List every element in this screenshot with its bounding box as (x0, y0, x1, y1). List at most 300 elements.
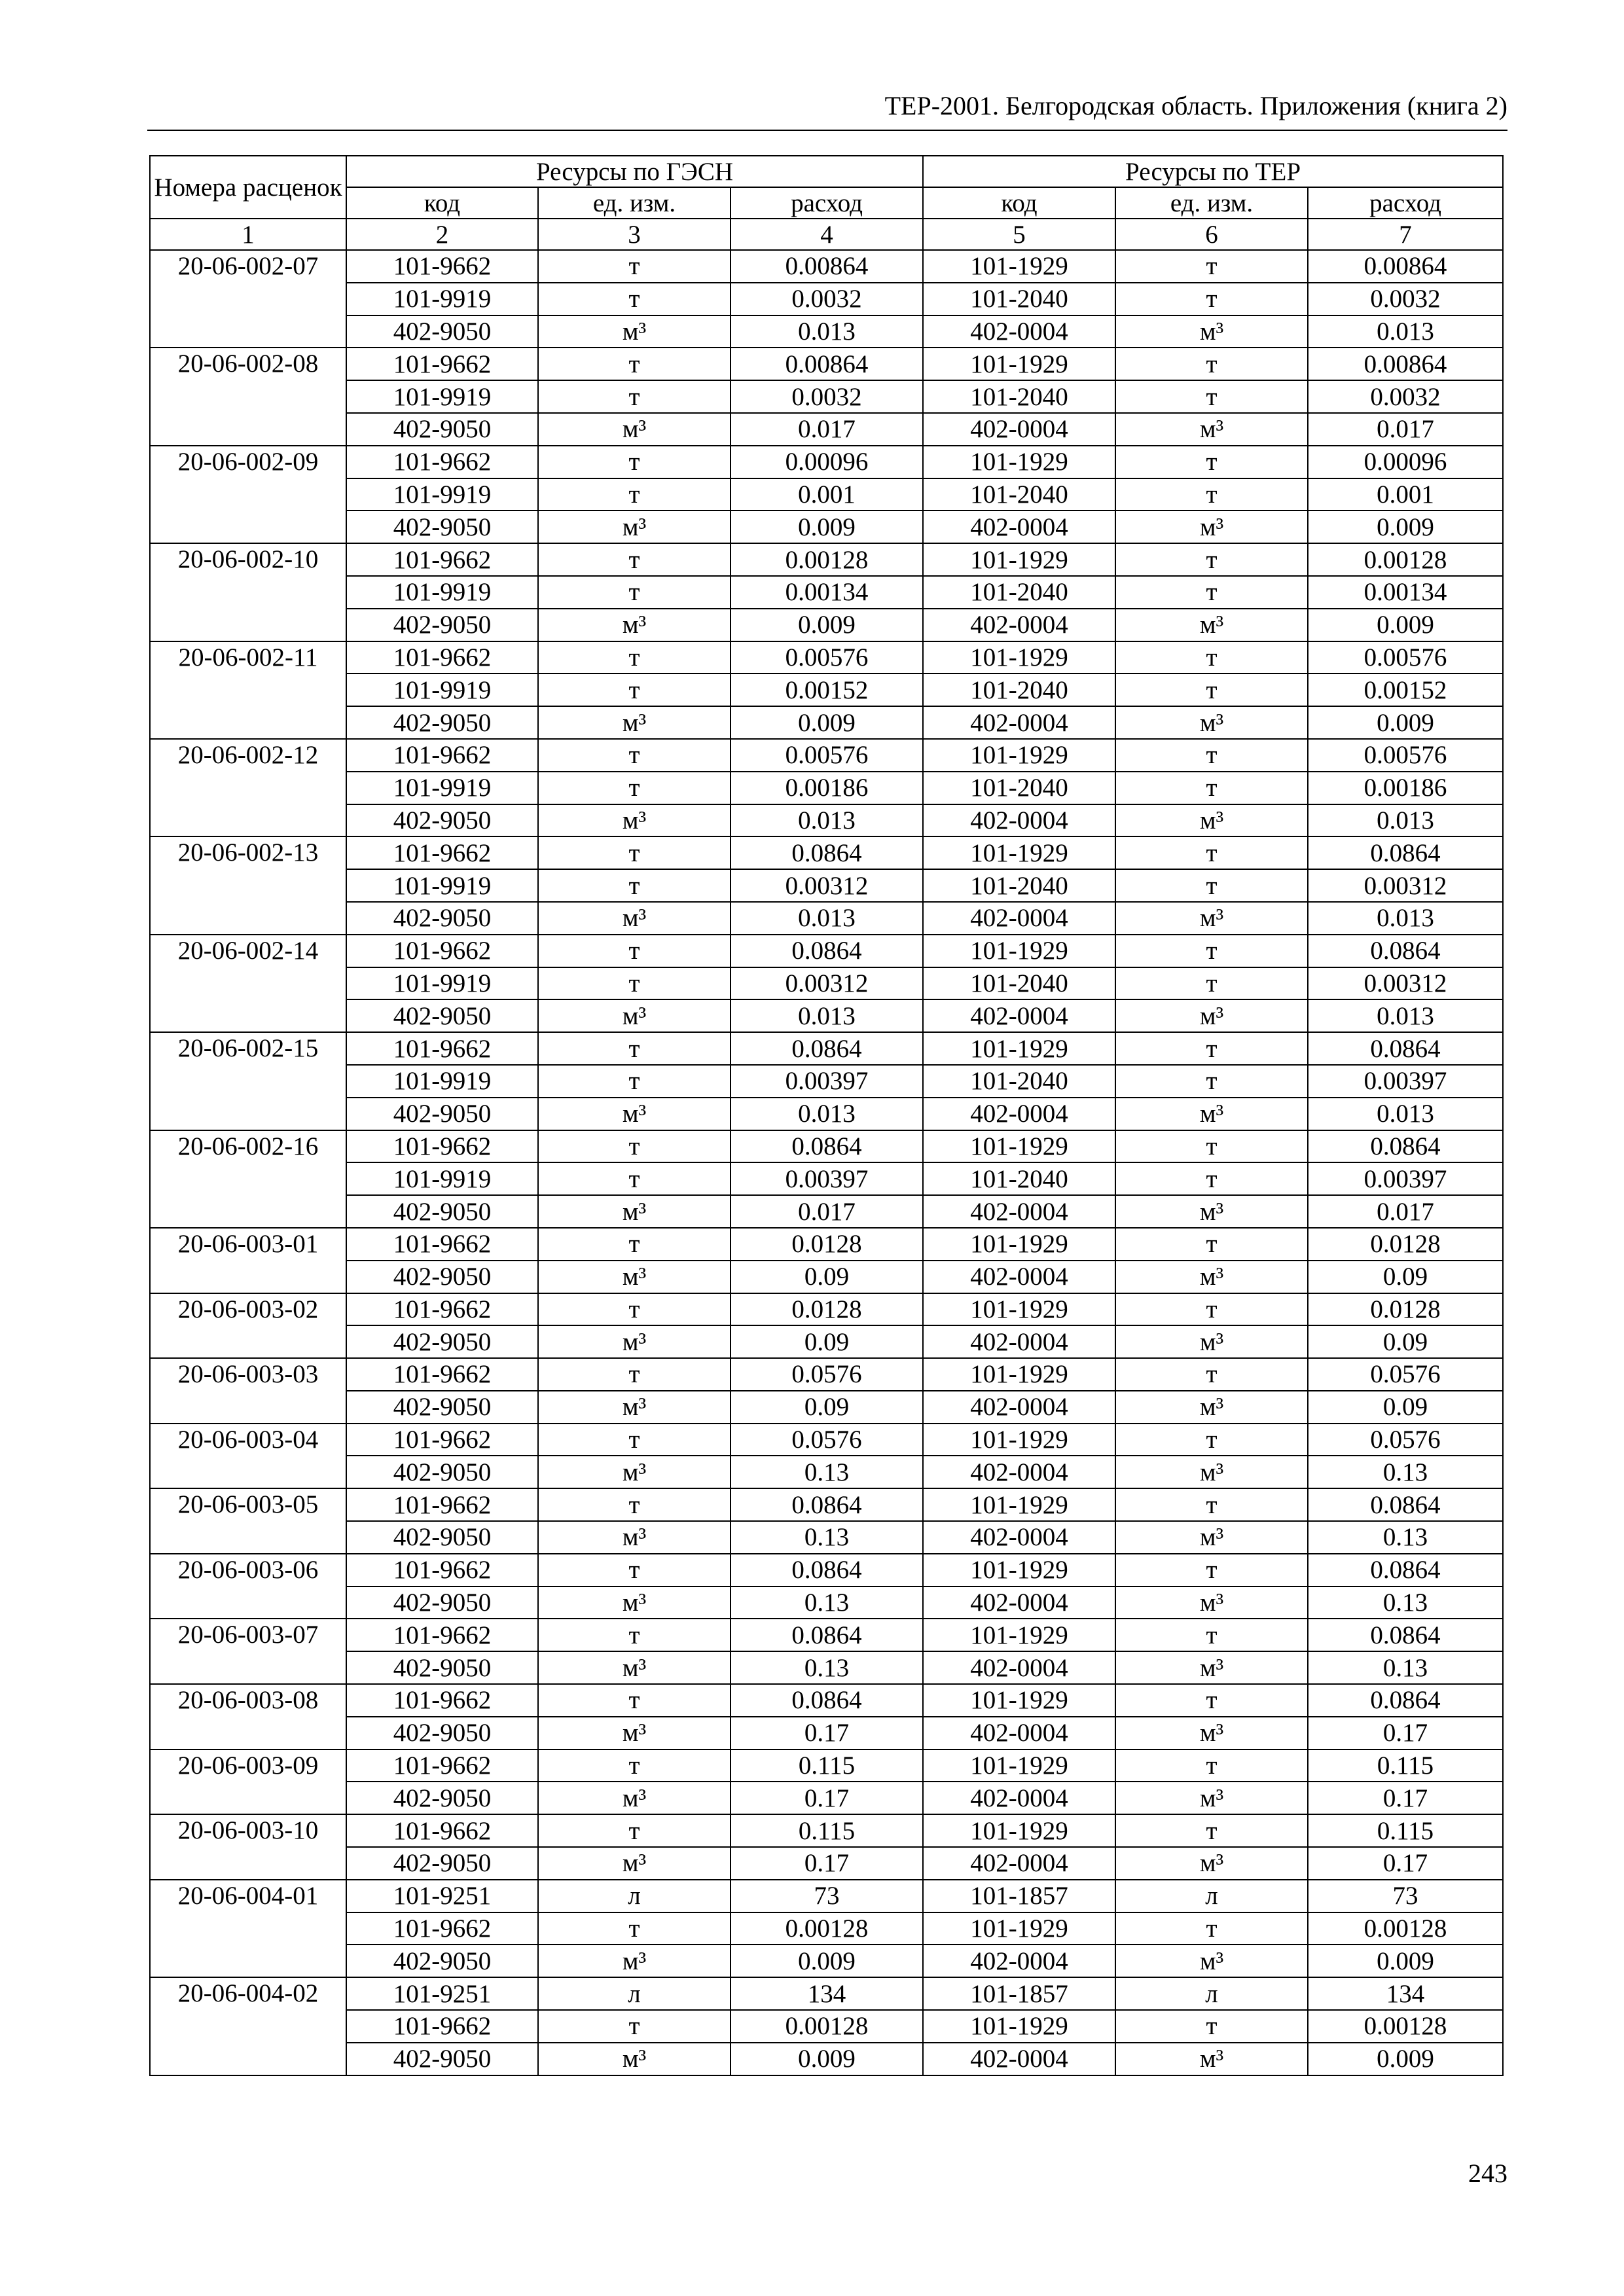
table-row (150, 1195, 1503, 1228)
gesn-code-cell: 402-9050 (346, 2043, 538, 2075)
gesn-consumption-cell: 0.009 (731, 511, 923, 543)
gesn-consumption-cell: 0.0864 (731, 1032, 923, 1065)
ter-consumption-cell: 0.115 (1308, 1814, 1503, 1847)
ter-consumption-cell: 0.009 (1308, 1945, 1503, 1977)
ter-code-cell: 101-1929 (923, 1554, 1115, 1587)
ter-code-cell: 402-0004 (923, 1651, 1115, 1684)
ter-consumption-cell: 0.0864 (1308, 1488, 1503, 1521)
ter-code-cell: 101-1929 (923, 250, 1115, 283)
gesn-consumption-cell: 0.001 (731, 478, 923, 511)
gesn-consumption-cell: 0.17 (731, 1847, 923, 1880)
column-number: 7 (1308, 219, 1503, 250)
gesn-code-cell: 101-9919 (346, 1162, 538, 1195)
ter-consumption-cell: 0.0864 (1308, 1130, 1503, 1163)
gesn-consumption-cell: 0.009 (731, 706, 923, 739)
ter-consumption-cell: 0.013 (1308, 804, 1503, 837)
table-row (150, 804, 1503, 837)
rate-number-cell: 20-06-003-06 (150, 1554, 346, 1619)
table-row (150, 413, 1503, 446)
ter-unit-cell: т (1115, 1912, 1308, 1945)
rate-number-cell: 20-06-002-15 (150, 1032, 346, 1130)
table-row (150, 1945, 1503, 1977)
table-row (150, 1391, 1503, 1424)
ter-code-cell: 101-1929 (923, 1228, 1115, 1261)
ter-consumption-cell: 0.09 (1308, 1325, 1503, 1358)
table-row (150, 478, 1503, 511)
gesn-code-cell: 101-9662 (346, 739, 538, 772)
table-row (150, 836, 1503, 869)
gesn-consumption-cell: 73 (731, 1880, 923, 1912)
table-row (150, 1619, 1503, 1651)
ter-unit-cell: т (1115, 641, 1308, 674)
gesn-code-cell: 101-9919 (346, 283, 538, 315)
gesn-consumption-cell: 0.013 (731, 902, 923, 935)
ter-unit-cell: м³ (1115, 1651, 1308, 1684)
ter-unit-cell: м³ (1115, 1587, 1308, 1619)
ter-consumption-cell: 0.00096 (1308, 446, 1503, 478)
gesn-unit-cell: т (538, 641, 731, 674)
ter-unit-cell: т (1115, 935, 1308, 967)
gesn-code-cell: 101-9919 (346, 772, 538, 804)
gesn-unit-cell: м³ (538, 1521, 731, 1554)
ter-consumption-cell: 0.0864 (1308, 935, 1503, 967)
gesn-unit-cell: т (538, 380, 731, 413)
ter-unit-cell: т (1115, 1749, 1308, 1782)
ter-unit-cell: т (1115, 576, 1308, 609)
ter-code-cell: 101-1929 (923, 2010, 1115, 2043)
gesn-unit-cell: м³ (538, 804, 731, 837)
ter-consumption-cell: 0.00576 (1308, 641, 1503, 674)
rate-number-cell: 20-06-002-16 (150, 1130, 346, 1228)
gesn-consumption-cell: 0.00096 (731, 446, 923, 478)
ter-unit-cell: т (1115, 1162, 1308, 1195)
table-row (150, 999, 1503, 1032)
ter-code-cell: 402-0004 (923, 902, 1115, 935)
col-header-ter: Ресурсы по ТЕР (923, 156, 1503, 187)
gesn-consumption-cell: 0.0576 (731, 1424, 923, 1456)
gesn-consumption-cell: 0.013 (731, 1098, 923, 1130)
gesn-code-cell: 402-9050 (346, 1782, 538, 1814)
ter-code-cell: 402-0004 (923, 1587, 1115, 1619)
ter-code-cell: 101-1929 (923, 1130, 1115, 1163)
ter-unit-cell: т (1115, 739, 1308, 772)
gesn-code-cell: 402-9050 (346, 1521, 538, 1554)
ter-unit-cell: м³ (1115, 1717, 1308, 1749)
gesn-consumption-cell: 0.009 (731, 609, 923, 641)
ter-code-cell: 402-0004 (923, 511, 1115, 543)
ter-code-cell: 402-0004 (923, 609, 1115, 641)
gesn-unit-cell: т (538, 1358, 731, 1391)
gesn-code-cell: 101-9662 (346, 348, 538, 380)
ter-code-cell: 402-0004 (923, 413, 1115, 446)
ter-code-cell: 101-1929 (923, 543, 1115, 576)
gesn-consumption-cell: 0.09 (731, 1391, 923, 1424)
ter-code-cell: 402-0004 (923, 1945, 1115, 1977)
table-row (150, 1325, 1503, 1358)
ter-code-cell: 101-1929 (923, 348, 1115, 380)
gesn-unit-cell: т (538, 478, 731, 511)
gesn-unit-cell: т (538, 1488, 731, 1521)
gesn-unit-cell: м³ (538, 609, 731, 641)
ter-consumption-cell: 0.0576 (1308, 1424, 1503, 1456)
table-row (150, 1456, 1503, 1488)
ter-consumption-cell: 0.13 (1308, 1521, 1503, 1554)
ter-code-cell: 101-1929 (923, 1424, 1115, 1456)
ter-unit-cell: т (1115, 967, 1308, 1000)
col-header-ter-unit: ед. изм. (1115, 187, 1308, 219)
ter-unit-cell: м³ (1115, 1782, 1308, 1814)
ter-code-cell: 101-2040 (923, 478, 1115, 511)
gesn-consumption-cell: 0.09 (731, 1325, 923, 1358)
gesn-unit-cell: т (538, 1130, 731, 1163)
rate-number-cell: 20-06-003-01 (150, 1228, 346, 1293)
rate-number-cell: 20-06-003-10 (150, 1814, 346, 1880)
ter-consumption-cell: 0.0864 (1308, 1554, 1503, 1587)
ter-code-cell: 101-1929 (923, 1032, 1115, 1065)
gesn-consumption-cell: 0.0864 (731, 1554, 923, 1587)
gesn-consumption-cell: 0.17 (731, 1717, 923, 1749)
ter-unit-cell: л (1115, 1977, 1308, 2010)
gesn-code-cell: 402-9050 (346, 1098, 538, 1130)
gesn-unit-cell: т (538, 2010, 731, 2043)
gesn-unit-cell: т (538, 1293, 731, 1326)
gesn-consumption-cell: 0.0576 (731, 1358, 923, 1391)
gesn-unit-cell: т (538, 250, 731, 283)
ter-consumption-cell: 0.0576 (1308, 1358, 1503, 1391)
ter-consumption-cell: 0.17 (1308, 1782, 1503, 1814)
ter-consumption-cell: 0.00312 (1308, 967, 1503, 1000)
gesn-unit-cell: м³ (538, 1391, 731, 1424)
ter-code-cell: 101-2040 (923, 283, 1115, 315)
ter-code-cell: 101-2040 (923, 380, 1115, 413)
table-row (150, 446, 1503, 478)
ter-code-cell: 101-2040 (923, 1065, 1115, 1098)
ter-consumption-cell: 0.013 (1308, 999, 1503, 1032)
gesn-unit-cell: т (538, 935, 731, 967)
ter-unit-cell: м³ (1115, 1521, 1308, 1554)
table-row (150, 511, 1503, 543)
table-row (150, 1684, 1503, 1717)
gesn-code-cell: 101-9662 (346, 1130, 538, 1163)
table-row (150, 1847, 1503, 1880)
ter-code-cell: 101-1929 (923, 1684, 1115, 1717)
ter-consumption-cell: 0.00152 (1308, 673, 1503, 706)
ter-consumption-cell: 0.009 (1308, 2043, 1503, 2075)
gesn-code-cell: 402-9050 (346, 1945, 538, 1977)
gesn-code-cell: 402-9050 (346, 1456, 538, 1488)
gesn-code-cell: 101-9662 (346, 446, 538, 478)
ter-consumption-cell: 0.00134 (1308, 576, 1503, 609)
rate-number-cell: 20-06-002-13 (150, 836, 346, 934)
gesn-code-cell: 101-9662 (346, 1554, 538, 1587)
gesn-code-cell: 101-9662 (346, 935, 538, 967)
ter-consumption-cell: 0.00128 (1308, 1912, 1503, 1945)
ter-code-cell: 101-2040 (923, 869, 1115, 902)
gesn-code-cell: 101-9662 (346, 543, 538, 576)
ter-code-cell: 402-0004 (923, 315, 1115, 348)
table-row (150, 2043, 1503, 2075)
gesn-consumption-cell: 0.13 (731, 1651, 923, 1684)
ter-consumption-cell: 0.0864 (1308, 1684, 1503, 1717)
gesn-unit-cell: м³ (538, 706, 731, 739)
column-number: 6 (1115, 219, 1308, 250)
gesn-unit-cell: т (538, 869, 731, 902)
ter-unit-cell: м³ (1115, 1261, 1308, 1293)
column-number: 5 (923, 219, 1115, 250)
gesn-unit-cell: м³ (538, 1261, 731, 1293)
table-row (150, 609, 1503, 641)
ter-code-cell: 101-1929 (923, 1619, 1115, 1651)
gesn-unit-cell: м³ (538, 2043, 731, 2075)
ter-consumption-cell: 0.009 (1308, 609, 1503, 641)
gesn-consumption-cell: 0.00397 (731, 1162, 923, 1195)
table-row (150, 967, 1503, 1000)
table-row (150, 1977, 1503, 2010)
ter-unit-cell: т (1115, 1228, 1308, 1261)
gesn-unit-cell: м³ (538, 1325, 731, 1358)
gesn-unit-cell: м³ (538, 1945, 731, 1977)
gesn-code-cell: 402-9050 (346, 1325, 538, 1358)
rate-number-cell: 20-06-003-03 (150, 1358, 346, 1424)
gesn-consumption-cell: 0.009 (731, 1945, 923, 1977)
gesn-unit-cell: м³ (538, 902, 731, 935)
gesn-unit-cell: т (538, 1619, 731, 1651)
rate-number-cell: 20-06-004-01 (150, 1880, 346, 1977)
ter-consumption-cell: 0.09 (1308, 1261, 1503, 1293)
ter-unit-cell: м³ (1115, 315, 1308, 348)
ter-unit-cell: м³ (1115, 1325, 1308, 1358)
ter-consumption-cell: 0.00397 (1308, 1162, 1503, 1195)
gesn-unit-cell: м³ (538, 1456, 731, 1488)
ter-unit-cell: м³ (1115, 804, 1308, 837)
gesn-consumption-cell: 0.0032 (731, 283, 923, 315)
gesn-code-cell: 101-9662 (346, 250, 538, 283)
ter-unit-cell: т (1115, 1032, 1308, 1065)
table-row (150, 1293, 1503, 1326)
column-number: 3 (538, 219, 731, 250)
ter-unit-cell: м³ (1115, 1456, 1308, 1488)
gesn-consumption-cell: 0.09 (731, 1261, 923, 1293)
rate-number-cell: 20-06-002-08 (150, 348, 346, 445)
ter-consumption-cell: 0.13 (1308, 1456, 1503, 1488)
ter-unit-cell: м³ (1115, 413, 1308, 446)
ter-consumption-cell: 0.001 (1308, 478, 1503, 511)
table-row (150, 315, 1503, 348)
ter-code-cell: 402-0004 (923, 1456, 1115, 1488)
ter-consumption-cell: 0.009 (1308, 511, 1503, 543)
col-header-ter-consumption: расход (1308, 187, 1503, 219)
gesn-unit-cell: т (538, 1912, 731, 1945)
ter-code-cell: 402-0004 (923, 1521, 1115, 1554)
ter-unit-cell: т (1115, 2010, 1308, 2043)
gesn-consumption-cell: 0.00128 (731, 543, 923, 576)
table-row (150, 673, 1503, 706)
gesn-consumption-cell: 0.0864 (731, 1488, 923, 1521)
ter-code-cell: 402-0004 (923, 706, 1115, 739)
gesn-unit-cell: т (538, 1162, 731, 1195)
gesn-unit-cell: т (538, 772, 731, 804)
gesn-code-cell: 101-9919 (346, 967, 538, 1000)
ter-consumption-cell: 0.00312 (1308, 869, 1503, 902)
gesn-unit-cell: т (538, 1032, 731, 1065)
gesn-unit-cell: л (538, 1977, 731, 2010)
ter-unit-cell: т (1115, 380, 1308, 413)
ter-consumption-cell: 0.00864 (1308, 250, 1503, 283)
ter-consumption-cell: 134 (1308, 1977, 1503, 2010)
ter-unit-cell: м³ (1115, 609, 1308, 641)
gesn-unit-cell: т (538, 836, 731, 869)
col-header-gesn-unit: ед. изм. (538, 187, 731, 219)
ter-unit-cell: т (1115, 478, 1308, 511)
gesn-code-cell: 402-9050 (346, 1261, 538, 1293)
rate-number-cell: 20-06-003-02 (150, 1293, 346, 1359)
gesn-consumption-cell: 0.009 (731, 2043, 923, 2075)
col-header-rate-numbers: Номера расценок (150, 156, 346, 219)
gesn-unit-cell: т (538, 673, 731, 706)
ter-unit-cell: т (1115, 1554, 1308, 1587)
gesn-code-cell: 402-9050 (346, 511, 538, 543)
rate-number-cell: 20-06-003-07 (150, 1619, 346, 1684)
gesn-unit-cell: м³ (538, 1847, 731, 1880)
gesn-code-cell: 101-9919 (346, 869, 538, 902)
gesn-consumption-cell: 0.0864 (731, 1684, 923, 1717)
table-row (150, 1488, 1503, 1521)
gesn-code-cell: 402-9050 (346, 902, 538, 935)
gesn-unit-cell: м³ (538, 999, 731, 1032)
gesn-code-cell: 101-9662 (346, 1814, 538, 1847)
gesn-code-cell: 101-9919 (346, 380, 538, 413)
gesn-unit-cell: м³ (538, 315, 731, 348)
gesn-code-cell: 101-9662 (346, 1358, 538, 1391)
ter-unit-cell: л (1115, 1880, 1308, 1912)
gesn-unit-cell: т (538, 1228, 731, 1261)
ter-code-cell: 101-1929 (923, 1293, 1115, 1326)
ter-consumption-cell: 0.00576 (1308, 739, 1503, 772)
rate-number-cell: 20-06-003-04 (150, 1424, 346, 1489)
ter-unit-cell: т (1115, 1814, 1308, 1847)
ter-unit-cell: м³ (1115, 1098, 1308, 1130)
table-row (150, 1521, 1503, 1554)
ter-consumption-cell: 0.13 (1308, 1587, 1503, 1619)
ter-unit-cell: т (1115, 1358, 1308, 1391)
table-row (150, 772, 1503, 804)
gesn-code-cell: 402-9050 (346, 1717, 538, 1749)
ter-unit-cell: т (1115, 1488, 1308, 1521)
rate-number-cell: 20-06-002-14 (150, 935, 346, 1032)
table-row (150, 935, 1503, 967)
gesn-consumption-cell: 0.0864 (731, 1130, 923, 1163)
gesn-consumption-cell: 0.013 (731, 804, 923, 837)
gesn-code-cell: 101-9662 (346, 1293, 538, 1326)
rate-number-cell: 20-06-003-09 (150, 1749, 346, 1815)
gesn-consumption-cell: 0.00152 (731, 673, 923, 706)
gesn-unit-cell: т (538, 967, 731, 1000)
ter-unit-cell: т (1115, 1684, 1308, 1717)
gesn-unit-cell: т (538, 543, 731, 576)
gesn-code-cell: 101-9662 (346, 1912, 538, 1945)
ter-code-cell: 101-1929 (923, 641, 1115, 674)
table-row (150, 1814, 1503, 1847)
ter-code-cell: 101-1929 (923, 1749, 1115, 1782)
gesn-consumption-cell: 0.00576 (731, 641, 923, 674)
ter-consumption-cell: 0.009 (1308, 706, 1503, 739)
gesn-code-cell: 101-9251 (346, 1977, 538, 2010)
ter-code-cell: 402-0004 (923, 1847, 1115, 1880)
rate-number-cell: 20-06-002-11 (150, 641, 346, 739)
column-number-row (150, 219, 1503, 250)
gesn-code-cell: 101-9662 (346, 1424, 538, 1456)
col-header-ter-code: код (923, 187, 1115, 219)
rate-number-cell: 20-06-003-05 (150, 1488, 346, 1554)
running-header: ТЕР-2001. Белгородская область. Приложения (книга 2) (884, 91, 1507, 120)
gesn-consumption-cell: 0.00128 (731, 1912, 923, 1945)
gesn-code-cell: 101-9662 (346, 1749, 538, 1782)
table-row (150, 250, 1503, 283)
gesn-consumption-cell: 0.17 (731, 1782, 923, 1814)
ter-unit-cell: т (1115, 869, 1308, 902)
ter-consumption-cell: 0.017 (1308, 1195, 1503, 1228)
table-row (150, 706, 1503, 739)
ter-code-cell: 402-0004 (923, 1261, 1115, 1293)
gesn-unit-cell: м³ (538, 413, 731, 446)
gesn-unit-cell: т (538, 576, 731, 609)
ter-unit-cell: м³ (1115, 1945, 1308, 1977)
ter-consumption-cell: 0.0864 (1308, 1032, 1503, 1065)
ter-code-cell: 101-2040 (923, 673, 1115, 706)
ter-unit-cell: м³ (1115, 902, 1308, 935)
gesn-unit-cell: м³ (538, 1717, 731, 1749)
table-row (150, 641, 1503, 674)
gesn-consumption-cell: 0.00312 (731, 967, 923, 1000)
gesn-code-cell: 402-9050 (346, 413, 538, 446)
gesn-unit-cell: т (538, 1424, 731, 1456)
gesn-code-cell: 402-9050 (346, 706, 538, 739)
ter-consumption-cell: 0.013 (1308, 315, 1503, 348)
gesn-consumption-cell: 0.00128 (731, 2010, 923, 2043)
gesn-code-cell: 101-9662 (346, 1032, 538, 1065)
ter-consumption-cell: 0.00397 (1308, 1065, 1503, 1098)
ter-code-cell: 101-1929 (923, 1814, 1115, 1847)
ter-consumption-cell: 0.115 (1308, 1749, 1503, 1782)
gesn-consumption-cell: 0.00134 (731, 576, 923, 609)
ter-unit-cell: т (1115, 673, 1308, 706)
ter-code-cell: 101-2040 (923, 1162, 1115, 1195)
ter-unit-cell: т (1115, 772, 1308, 804)
ter-consumption-cell: 0.17 (1308, 1717, 1503, 1749)
table-row (150, 1162, 1503, 1195)
gesn-code-cell: 402-9050 (346, 1847, 538, 1880)
page-number: 243 (1468, 2159, 1507, 2188)
ter-consumption-cell: 0.013 (1308, 902, 1503, 935)
gesn-consumption-cell: 0.0128 (731, 1228, 923, 1261)
ter-code-cell: 402-0004 (923, 999, 1115, 1032)
ter-unit-cell: м³ (1115, 706, 1308, 739)
ter-code-cell: 402-0004 (923, 1325, 1115, 1358)
ter-code-cell: 402-0004 (923, 1391, 1115, 1424)
gesn-code-cell: 101-9662 (346, 2010, 538, 2043)
ter-code-cell: 101-1929 (923, 836, 1115, 869)
table-row (150, 1228, 1503, 1261)
ter-consumption-cell: 0.00864 (1308, 348, 1503, 380)
table-row (150, 902, 1503, 935)
table-row (150, 1782, 1503, 1814)
ter-code-cell: 101-1929 (923, 446, 1115, 478)
gesn-consumption-cell: 0.115 (731, 1749, 923, 1782)
gesn-code-cell: 402-9050 (346, 1651, 538, 1684)
gesn-consumption-cell: 0.0864 (731, 1619, 923, 1651)
gesn-code-cell: 402-9050 (346, 999, 538, 1032)
rate-number-cell: 20-06-002-12 (150, 739, 346, 836)
